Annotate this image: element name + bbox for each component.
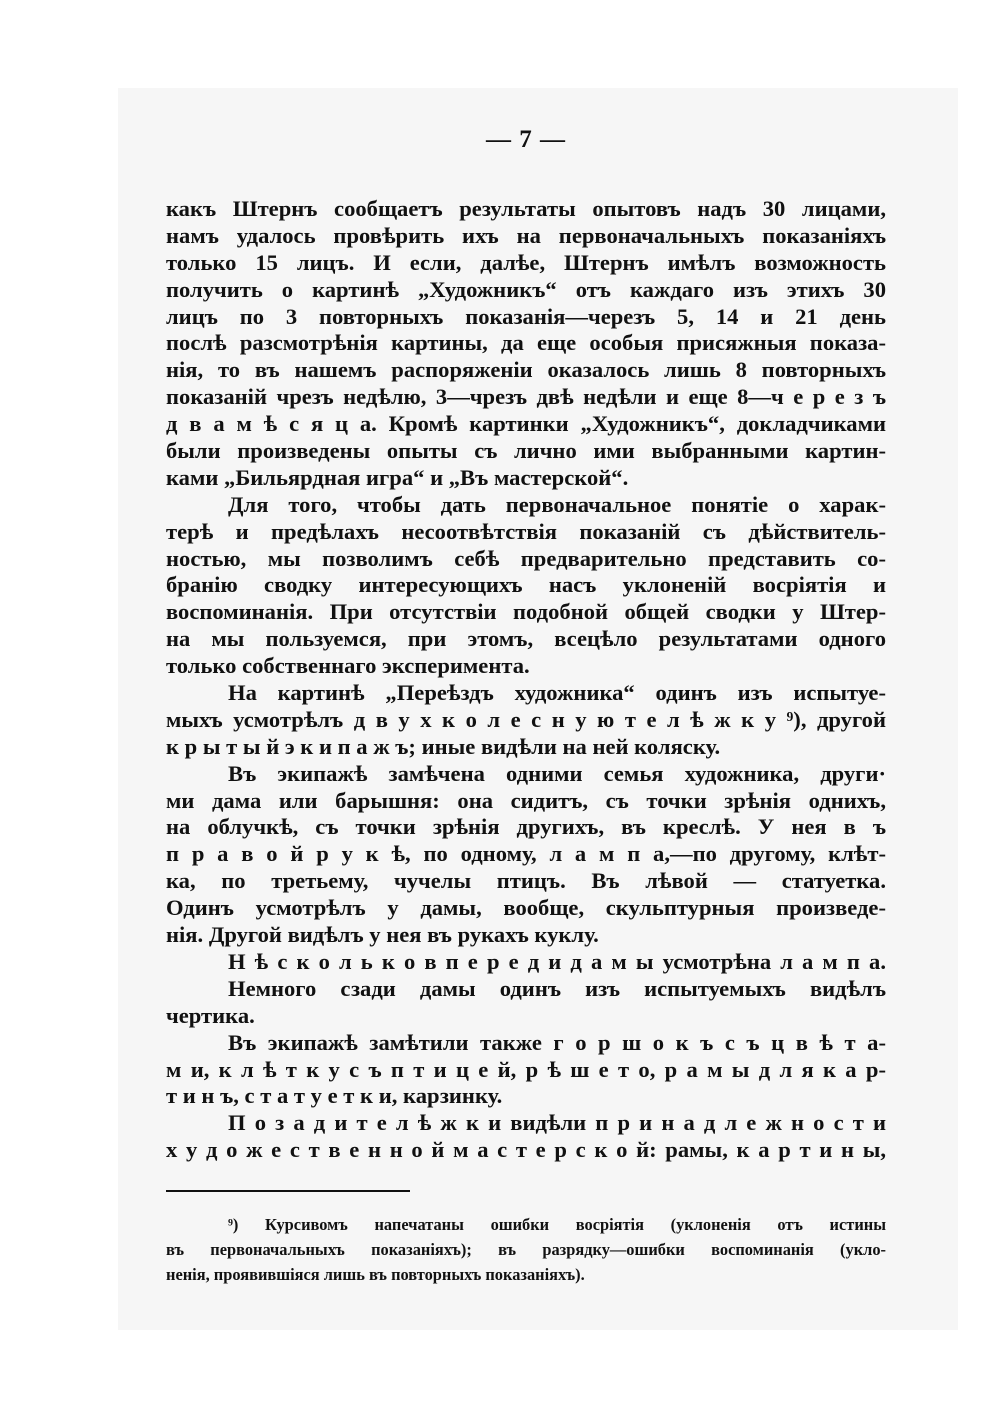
- main-text: [166, 196, 886, 1164]
- text-line: ками „Бильярдная игра“ и „Въ мастерской“.: [166, 464, 629, 490]
- text-line: намъ удалось провѣрить ихъ на первоначальныхъ показаніяхъ: [166, 222, 886, 248]
- text-line: Одинъ усмотрѣлъ у дамы, вообще, скульптурныя произведе-: [166, 895, 886, 921]
- text-line: нія, то въ нашемъ распоряженіи оказалось лишь 8 повторныхъ: [166, 357, 886, 383]
- text-line: показаній чрезъ недѣлю, 3—чрезъ двѣ недѣли и еще 8—ч е р е з ъ: [166, 384, 886, 410]
- text-line: чертика.: [166, 1002, 255, 1028]
- footnote-line: ⁹) Курсивомъ напечатаны ошибки восріятія (уклоненія отъ истины: [228, 1215, 886, 1234]
- text-line: На картинѣ „Переѣздъ художника“ одинъ изъ испытуе-: [228, 680, 886, 706]
- text-line: бранію сводку интересующихъ насъ уклоненій восріятія и: [166, 572, 886, 598]
- text-line: лицъ по 3 повторныхъ показанія—черезъ 5, 14 и 21 день: [166, 303, 886, 329]
- text-line: м и, к л ѣ т к у с ъ п т и ц е й, р ѣ ш е т о, р а м ы д л я к а р-: [166, 1056, 886, 1082]
- text-line: послѣ разсмотрѣнія картины, да еще особыя присяжныя показа-: [166, 330, 886, 356]
- text-line: были произведены опыты съ лично ими выбранными картин-: [166, 438, 886, 464]
- text-line: Для того, чтобы дать первоначальное понятіе о харак-: [228, 491, 886, 517]
- footnote: [166, 1212, 886, 1287]
- text-line: п р а в о й р у к ѣ, по одному, л а м п а,—по другому, клѣт-: [166, 841, 886, 867]
- text-line: Въ экипажѣ замѣтили также г о р ш о к ъ с ъ ц в ѣ т а-: [228, 1029, 886, 1055]
- text-line: Немного сзади дамы одинъ изъ испытуемыхъ видѣлъ: [228, 975, 886, 1001]
- text-line: д в а м ѣ с я ц а. Кромѣ картинки „Художникъ“, докладчиками: [166, 411, 886, 437]
- text-line: получить о картинѣ „Художникъ“ отъ каждаго изъ этихъ 30: [166, 276, 886, 302]
- footnote-line: въ первоначальныхъ показаніяхъ); въ разрядку—ошибки воспоминанія (укло-: [166, 1240, 886, 1259]
- text-line: х у д о ж е с т в е н н о й м а с т е р с к о й: рамы, к а р т и н ы,: [166, 1137, 886, 1163]
- text-line: к р ы т ы й э к и п а ж ъ; иные видѣли на ней коляску.: [166, 733, 721, 759]
- text-line: Н ѣ с к о л ь к о в п е р е д и д а м ы усмотрѣна л а м п а.: [228, 948, 886, 974]
- footnote-line: ненія, проявившіяся лишь въ повторныхъ показаніяхъ).: [166, 1265, 585, 1284]
- text-line: на мы пользуемся, при этомъ, всецѣло результатами одного: [166, 626, 886, 652]
- text-line: на облучкѣ, съ точки зрѣнія другихъ, въ креслѣ. У нея в ъ: [166, 814, 886, 840]
- text-line: только 15 лицъ. И если, далѣе, Штернъ имѣлъ возможность: [166, 249, 886, 275]
- page-number: — 7 —: [486, 126, 566, 153]
- text-line: терѣ и предѣлахъ несоотвѣтствія показаній съ дѣйствитель-: [166, 518, 886, 544]
- text-line: П о з а д и т е л ѣ ж к и видѣли п р и н а д л е ж н о с т и: [228, 1110, 886, 1136]
- text-line: воспоминанія. При отсутствіи подобной общей сводки у Штер-: [166, 599, 886, 625]
- text-line: какъ Штернъ сообщаетъ результаты опытовъ надъ 30 лицами,: [166, 196, 886, 221]
- text-line: мыхъ усмотрѣлъ д в у х к о л е с н у ю т е л ѣ ж к у ⁹), другой: [166, 706, 886, 732]
- footnote-divider: [166, 1190, 410, 1192]
- text-line: ка, по третьему, чучелы птицъ. Въ лѣвой — статуетка.: [166, 868, 886, 894]
- text-line: Въ экипажѣ замѣчена одними семья художника, други·: [228, 760, 886, 786]
- text-line: ностью, мы позволимъ себѣ предварительно представить со-: [166, 545, 886, 571]
- text-line: только собственнаго эксперимента.: [166, 653, 530, 679]
- text-line: нія. Другой видѣлъ у нея въ рукахъ куклу.: [166, 922, 599, 948]
- text-line: т и н ъ, с т а т у е т к и, карзинку.: [166, 1083, 503, 1109]
- text-line: ми дама или барышня: она сидитъ, съ точки зрѣнія однихъ,: [166, 787, 886, 813]
